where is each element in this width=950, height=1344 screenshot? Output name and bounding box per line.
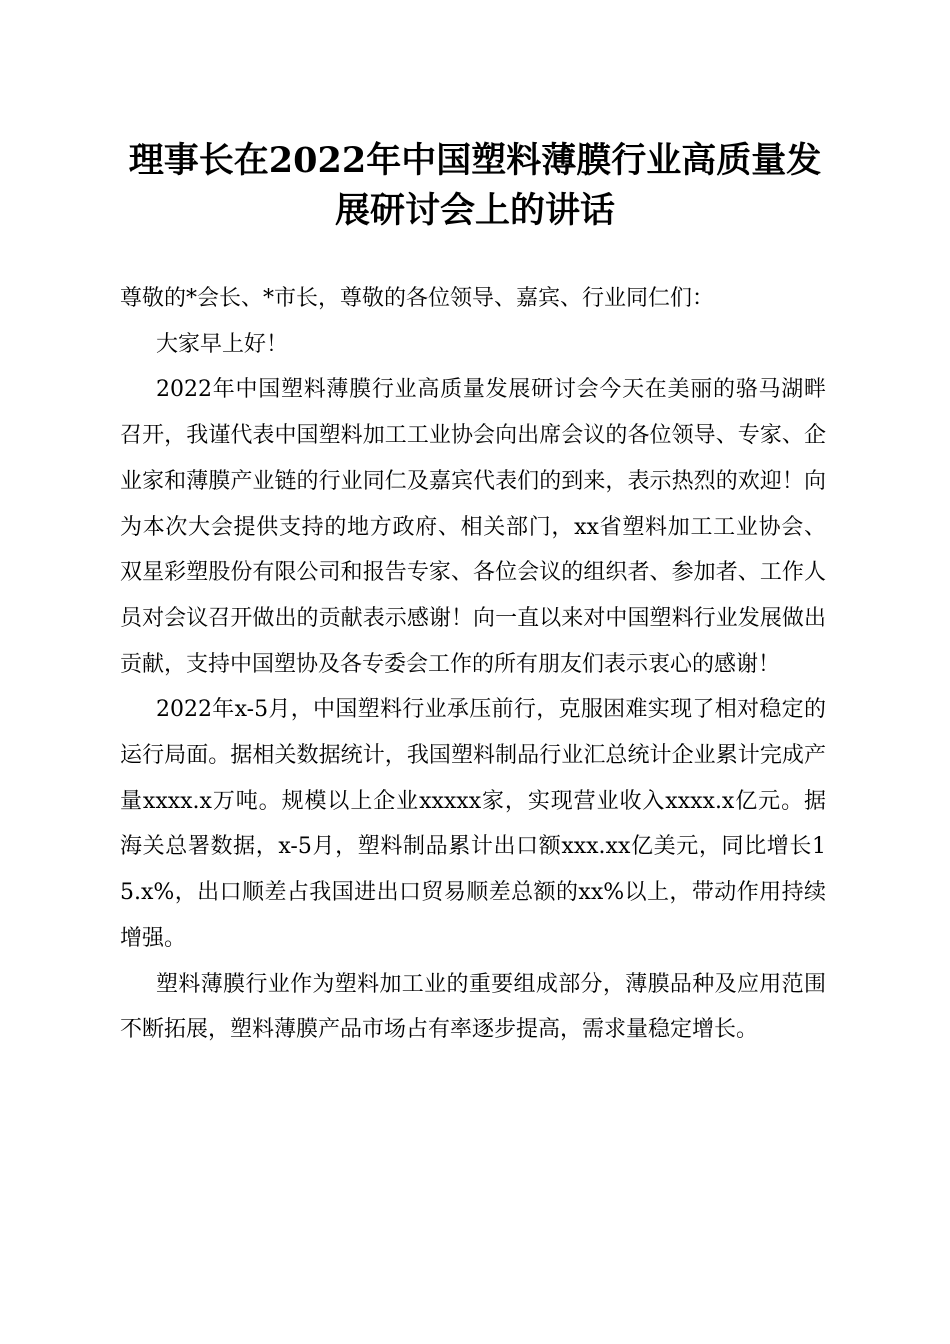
document-title [100, 136, 850, 236]
title-line-2: 展研讨会上的讲话 [334, 190, 615, 231]
paragraph-welcome: 2022年中国塑料薄膜行业高质量发展研讨会今天在美丽的骆马湖畔召开，我谨代表中国塑料加工工业协会向出席会议的各位领导、专家、企业家和薄膜产业链的行业同仁及嘉宾代表们的到来，表示热烈的欢迎！向为本次大会提供支持的地方政府、相关部门，xx省塑料加工工业协会、双星彩塑股份有限公司和报告专家、各位会议的组织者、参加者、工作人员对会议召开做出的贡献表示感谢！向一直以来对中国塑料行业发展做出贡献，支持中国塑协及各专委会工作的所有朋友们表示衷心的感谢！ [120, 377, 826, 677]
title-line-1: 理事长在2022年中国塑料薄膜行业高质量发 [128, 140, 822, 181]
greeting: 大家早上好！ [156, 331, 289, 357]
paragraph-industry-stats: 2022年x-5月，中国塑料行业承压前行，克服困难实现了相对稳定的运行局面。据相关数据统计，我国塑料制品行业汇总统计企业累计完成产量xxxx.x万吨。规模以上企业xxxxx家，实现营业收入xxxx.x亿元。据海关总署数据，x-5月，塑料制品累计出口额xxx.xx亿美元，同比增长15.x%，出口顺差占我国进出口贸易顺差总额的xx%以上，带动作用持续增强。 [120, 697, 826, 951]
paragraph-film-industry: 塑料薄膜行业作为塑料加工业的重要组成部分，薄膜品种及应用范围不断拓展，塑料薄膜产品市场占有率逐步提高，需求量稳定增长。 [120, 971, 826, 1043]
salutation: 尊敬的*会长、*市长，尊敬的各位领导、嘉宾、行业同仁们： [120, 286, 715, 311]
document-body [120, 276, 826, 1053]
